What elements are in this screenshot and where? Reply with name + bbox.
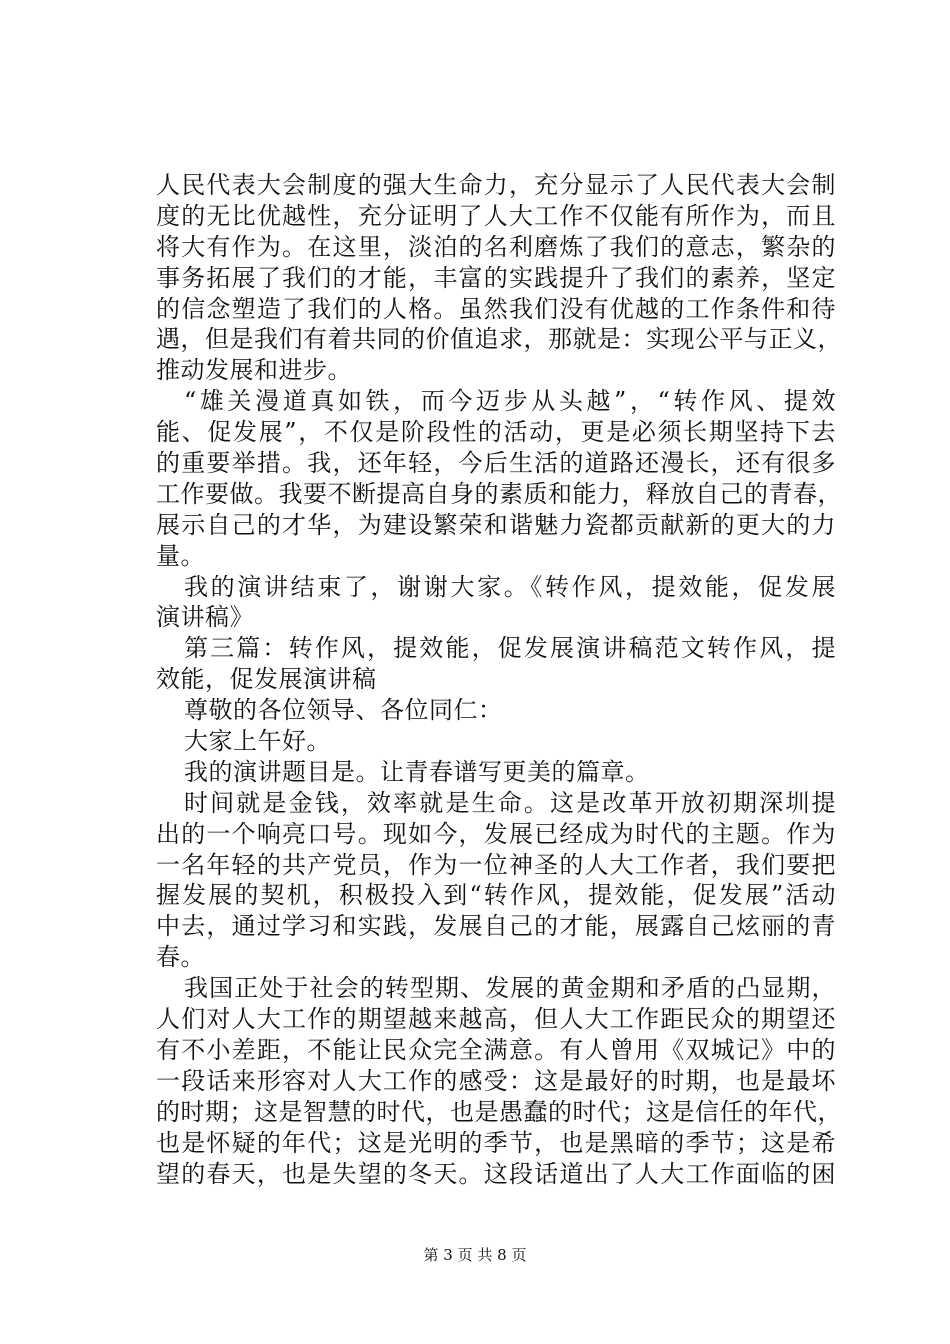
text-line: 出的一个响亮口号。现如今，发展已经成为时代的主题。作为 [156,819,836,848]
text-line: 人们对人大工作的期望越来越高，但人大工作距民众的期望还 [156,1005,836,1034]
text-line: 度的无比优越性，充分证明了人大工作不仅能有所作为，而且 [156,201,836,230]
text-line: 握发展的契机，积极投入到“转作风，提效能，促发展”活动 [156,881,836,910]
text-line: 遇，但是我们有着共同的价值追求，那就是：实现公平与正义， [156,325,842,354]
text-line: 时间就是金钱，效率就是生命。这是改革开放初期深圳提 [184,788,836,817]
text-line: 效能，促发展演讲稿 [156,665,377,694]
text-line: 一名年轻的共产党员，作为一位神圣的人大工作者，我们要把 [156,850,836,879]
document-body [156,170,842,1189]
text-line: 能、促发展”，不仅是阶段性的活动，更是必须长期坚持下去 [156,418,836,447]
text-line: 大家上午好。 [184,727,331,756]
text-line: 一段话来形容对人大工作的感受：这是最好的时期，也是最坏 [156,1066,836,1095]
text-line: 事务拓展了我们的才能，丰富的实践提升了我们的素养，坚定 [156,263,836,292]
text-line: 演讲稿》 [156,603,254,632]
text-line: 将大有作为。在这里，淡泊的名利磨炼了我们的意志，繁杂的 [156,232,836,261]
text-line: 展示自己的才华，为建设繁荣和谐魅力瓷都贡献新的更大的力 [156,510,836,539]
text-line: 中去，通过学习和实践，发展自己的才能，展露自己炫丽的青 [156,912,836,941]
text-line: 第三篇：转作风，提效能，促发展演讲稿范文转作风，提 [184,634,836,663]
text-line: 春。 [156,943,205,972]
text-line: 的时期；这是智慧的时代，也是愚蠢的时代；这是信任的年代， [156,1097,842,1126]
text-line: 量。 [156,541,205,570]
text-line: 我国正处于社会的转型期、发展的黄金期和矛盾的凸显期， [184,974,836,1003]
text-line: 我的演讲结束了，谢谢大家。《转作风，提效能，促发展 [184,572,836,601]
text-line: 我的演讲题目是。让青春谱写更美的篇章。 [184,757,650,786]
text-line: 工作要做。我要不断提高自身的素质和能力，释放自己的青春， [156,479,842,508]
text-line: 尊敬的各位领导、各位同仁： [184,696,503,725]
text-line: 望的春天，也是失望的冬天。这段话道出了人大工作面临的困 [156,1159,836,1188]
text-line: “雄关漫道真如铁，而今迈步从头越”，“转作风、提效 [184,387,836,416]
text-line: 的信念塑造了我们的人格。虽然我们没有优越的工作条件和待 [156,294,836,323]
page-footer: 第 3 页 共 8 页 [423,1246,527,1264]
text-line: 人民代表大会制度的强大生命力，充分显示了人民代表大会制 [156,171,836,199]
text-line: 推动发展和进步。 [156,356,352,385]
text-line: 有不小差距，不能让民众完全满意。有人曾用《双城记》中的 [156,1035,836,1064]
text-line: 也是怀疑的年代；这是光明的季节，也是黑暗的季节；这是希 [156,1128,836,1157]
text-line: 的重要举措。我，还年轻，今后生活的道路还漫长，还有很多 [156,449,836,478]
